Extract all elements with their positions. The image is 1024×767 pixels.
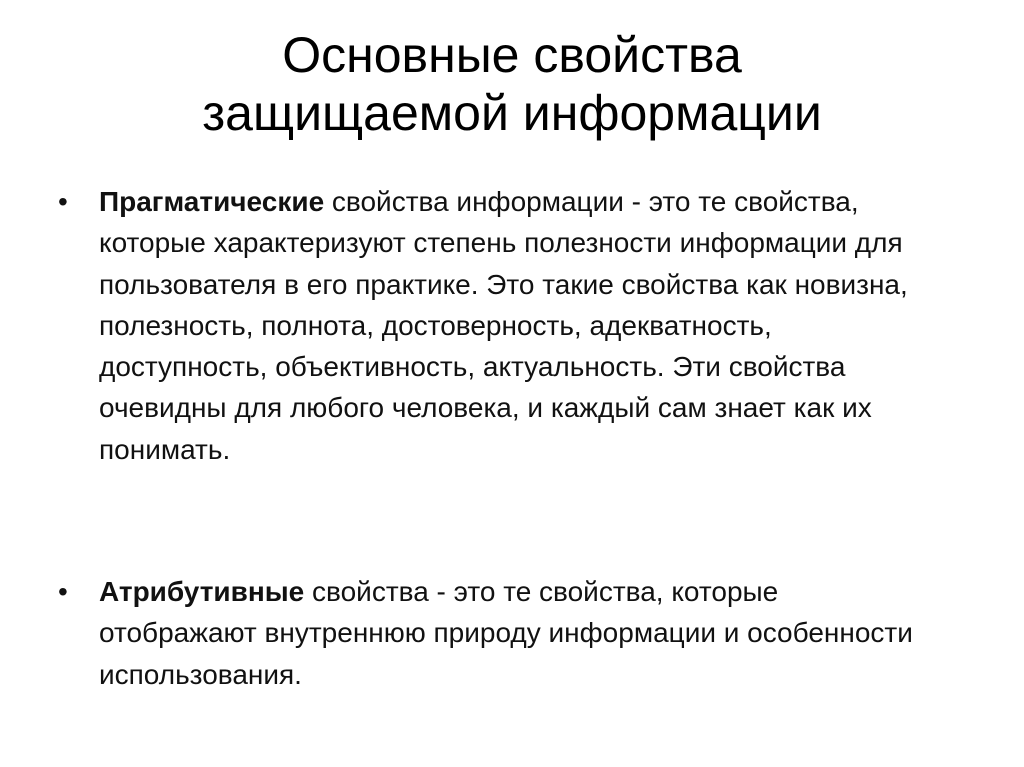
bullet-term: Атрибутивные (99, 576, 305, 607)
bullet-dot-icon: • (58, 186, 68, 217)
slide-title-line-2: защищаемой информации (202, 85, 822, 141)
bullet-item-pragmatic (58, 181, 918, 470)
bullet-item-attributive (58, 571, 918, 695)
bullet-body: свойства информации - это те свойства, которые характеризуют степень полезности информации для пользователя в его практике. Это такие свойства как новизна, полезность, полнота, достоверность, адекватность, доступность, объективность, актуальность. Эти свойства очевидны для любого человека, и каждый сам знает как их понимать. (99, 186, 908, 465)
bullet-body: свойства - это те свойства, которые отображают внутреннюю природу информации и особенности использования. (99, 576, 913, 690)
bullet-term: Прагматические (99, 186, 325, 217)
slide-title-line-1: Основные свойства (282, 27, 742, 83)
bullet-text (99, 571, 918, 695)
bullet-dot-icon: • (58, 576, 68, 607)
bullet-text (99, 181, 918, 470)
